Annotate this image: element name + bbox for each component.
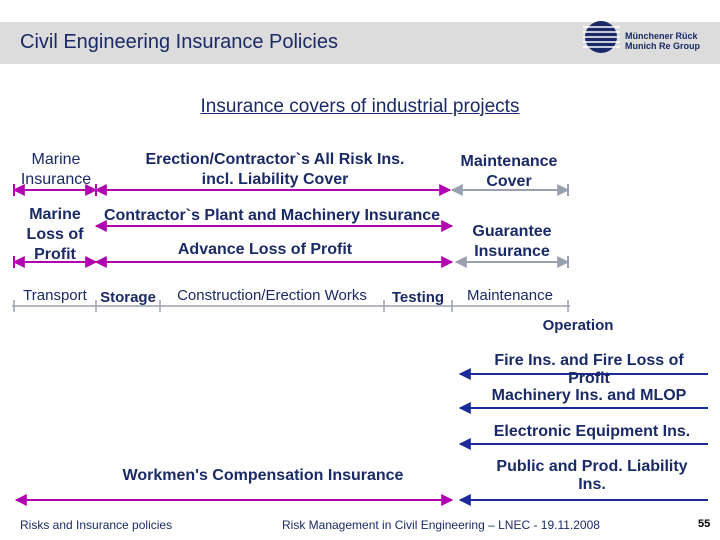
fire-line-1: Fire Ins. and Fire Loss of xyxy=(494,352,684,369)
phase-construction: Construction/Erection Works xyxy=(177,287,367,304)
erection-line-1: Erection/Contractor`s All Risk Ins. xyxy=(145,151,405,168)
erection-car-label xyxy=(110,150,440,190)
marine-lop-line-1: Marine xyxy=(29,206,81,223)
guarantee-label xyxy=(456,222,568,262)
fire-insurance-label xyxy=(474,352,704,388)
public-liability-label xyxy=(474,458,710,494)
phase-testing: Testing xyxy=(391,289,445,306)
page-number: 55 xyxy=(698,518,711,530)
public-line-1: Public and Prod. Liability xyxy=(496,458,688,475)
maintenance-line-1: Maintenance xyxy=(460,153,558,170)
footer-left: Risks and Insurance policies xyxy=(20,518,173,532)
marine-lop-line-2: Loss of xyxy=(26,226,84,243)
marine-line-2: Insurance xyxy=(20,171,92,188)
erection-line-2: incl. Liability Cover xyxy=(201,171,349,188)
guarantee-line-1: Guarantee xyxy=(472,223,552,240)
maintenance-cover-label xyxy=(450,152,568,192)
footer-center: Risk Management in Civil Engineering – LNEC - 19.11.2008 xyxy=(282,518,600,532)
marine-insurance-label xyxy=(10,150,102,190)
marine-lop-line-3: Profit xyxy=(34,246,76,263)
workmen-compensation-label: Workmen's Compensation Insurance xyxy=(122,467,404,484)
fire-line-2: Profit xyxy=(568,370,610,387)
machinery-insurance-label: Machinery Ins. and MLOP xyxy=(491,387,687,404)
diagram-subtitle: Insurance covers of industrial projects xyxy=(200,96,520,117)
maintenance-line-2: Cover xyxy=(486,173,532,190)
electronic-equipment-label: Electronic Equipment Ins. xyxy=(493,423,691,440)
logo-line-2: Munich Re Group xyxy=(625,41,700,51)
marine-line-1: Marine xyxy=(31,151,81,168)
phase-maintenance: Maintenance xyxy=(467,287,553,304)
guarantee-line-2: Insurance xyxy=(474,243,550,260)
alop-label: Advance Loss of Profit xyxy=(177,241,353,258)
phase-transport: Transport xyxy=(23,287,87,304)
phase-storage: Storage xyxy=(100,289,156,306)
logo-line-1: Münchener Rück xyxy=(625,31,698,41)
phase-operation: Operation xyxy=(542,317,614,334)
cpm-label: Contractor`s Plant and Machinery Insurance xyxy=(103,207,441,224)
page-title: Civil Engineering Insurance Policies xyxy=(20,31,338,53)
public-line-2: Ins. xyxy=(578,476,606,493)
